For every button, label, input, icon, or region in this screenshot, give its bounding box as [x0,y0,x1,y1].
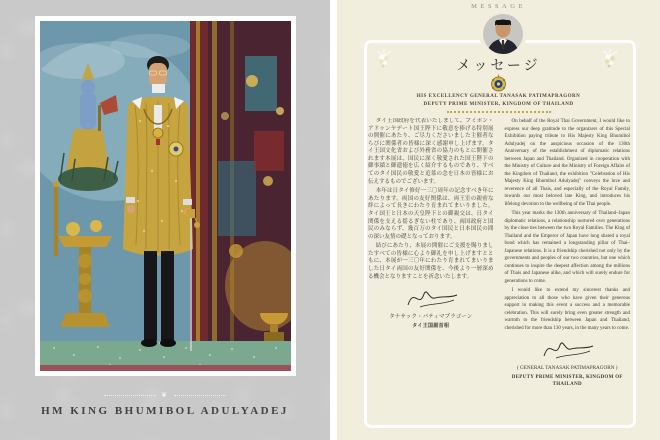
japanese-column [368,118,494,424]
dignitary-title: DEPUTY PRIME MINISTER, KINGDOM OF THAILAND [423,101,574,107]
handwritten-signature-icon [538,336,596,360]
right-page [337,0,660,440]
king-bhumibol-painting-icon [40,21,291,371]
royal-thai-emblem-icon [490,74,507,92]
dotted-rule-left [104,395,156,396]
gold-dotted-divider [447,111,551,113]
message-body [368,118,630,424]
jp-signer-title: タイ王国副首相 [412,322,450,329]
fleuron-icon: ❦ [161,391,169,399]
message-title: メッセージ [456,58,541,74]
en-paragraph: This year marks the 130th anniversary of Thailand–Japan diplomatic relations, a relationship nurtured over generations by the close ties between the two Royal Families. The King of Thailand and the Emperor of Japan have long shared a royal bond which has remained a longstanding pillar of Thai–Japanese relations. It is a friendship cherished not only by the governments and peoples of our two countries, but one which continues to inspire the deepest affection among the millions of Thais and Japanese alike, and which will surely endure for generations to come. [504,211,630,284]
en-paragraph: I would like to extend my sincerest thanks and appreciation to all those who have given their generous support in making this event a success and a memorable celebration. This will surely bring even greater strength and warmth to the friendship between Japan and Thailand, cherished for more than 130 years, in the many years to come. [504,288,630,331]
english-column [505,118,631,424]
en-signer-title: DEPUTY PRIME MINISTER, KINGDOM OF THAILAND [511,374,623,388]
portrait-caption: HM KING BHUMIBOL ADULYADEJ [41,405,289,417]
dignitary-photo-avatar [483,14,523,54]
page-header: MESSAGE [471,3,526,10]
en-signer-name: ( GENERAL TANASAK PATIMAPRAGORN ) [516,364,618,371]
en-signature-block [505,336,631,389]
dignitary-name: HIS EXCELLENCY GENERAL TANASAK PATIMAPRAGORN [416,94,581,99]
jp-paragraph: タイ王国政府を代表いたしまして、プミポン・アドゥンヤデート国王陛下に敬意を捧げる特別展の開催にあたり、ご尽力くださいました主催者ならびに関係者の皆様に深く感謝申し上げます。タイ王国文化省および外務省の協力のもとに開催されます本展は、国民に深く敬愛された国王陛下の御事績と御遺徳を広く紹介するものであり、すべてのタイ国民の敬愛と追慕の念を日本の皆様にお伝えするものでございます。 [368,118,494,185]
page-gutter [330,0,337,440]
caption-ornament [0,391,330,399]
jp-signature-block [368,285,494,330]
handwritten-signature-icon [402,285,460,309]
dotted-rule-right [174,395,226,396]
jp-paragraph: 結びにあたり、本展の開催にご支援を賜りましたすべての皆様に心より御礼を申し上げますとともに、本展が一三〇年にわたり育まれてまいりました日タイ両国の友好関係を、今後より一層深める機会となりますことを祈念いたします。 [368,243,494,280]
king-portrait-frame [35,16,296,376]
jp-paragraph: 本年は日タイ修好一三〇周年の記念すべき年にあたります。両国の友好関係は、両王室の親密な絆によって長きにわたり育まれてまいりました。タイ国王と日本の天皇陛下との御親交は、日タイ関係を支える揺るぎない柱であり、両国政府と国民のみならず、幾百万のタイ国民と日本国民の間の深い友情の礎となっております。 [368,188,494,240]
jp-signer-name: タナサック・パティマプラゴーン [389,313,473,320]
en-paragraph: On behalf of the Royal Thai Government, I would like to express our deep gratitude to the organizers of this Special Exhibition paying tribute to His Majesty King Bhumibol Adulyadej on the auspicious occasion of the 130th Anniversary of the establishment of diplomatic relations between Japan and Thailand. Organized in cooperation with the Ministry of Culture and the Ministry of Foreign Affairs of the Kingdom of Thailand, the exhibition "Celebration of His Majesty King Bhumibol Adulyadej" conveys the love and reverence of all Thais, and especially of the Royal Family, towards our most beloved late King, and introduces his lifelong devotion to the wellbeing of the Thai people. [504,119,630,207]
